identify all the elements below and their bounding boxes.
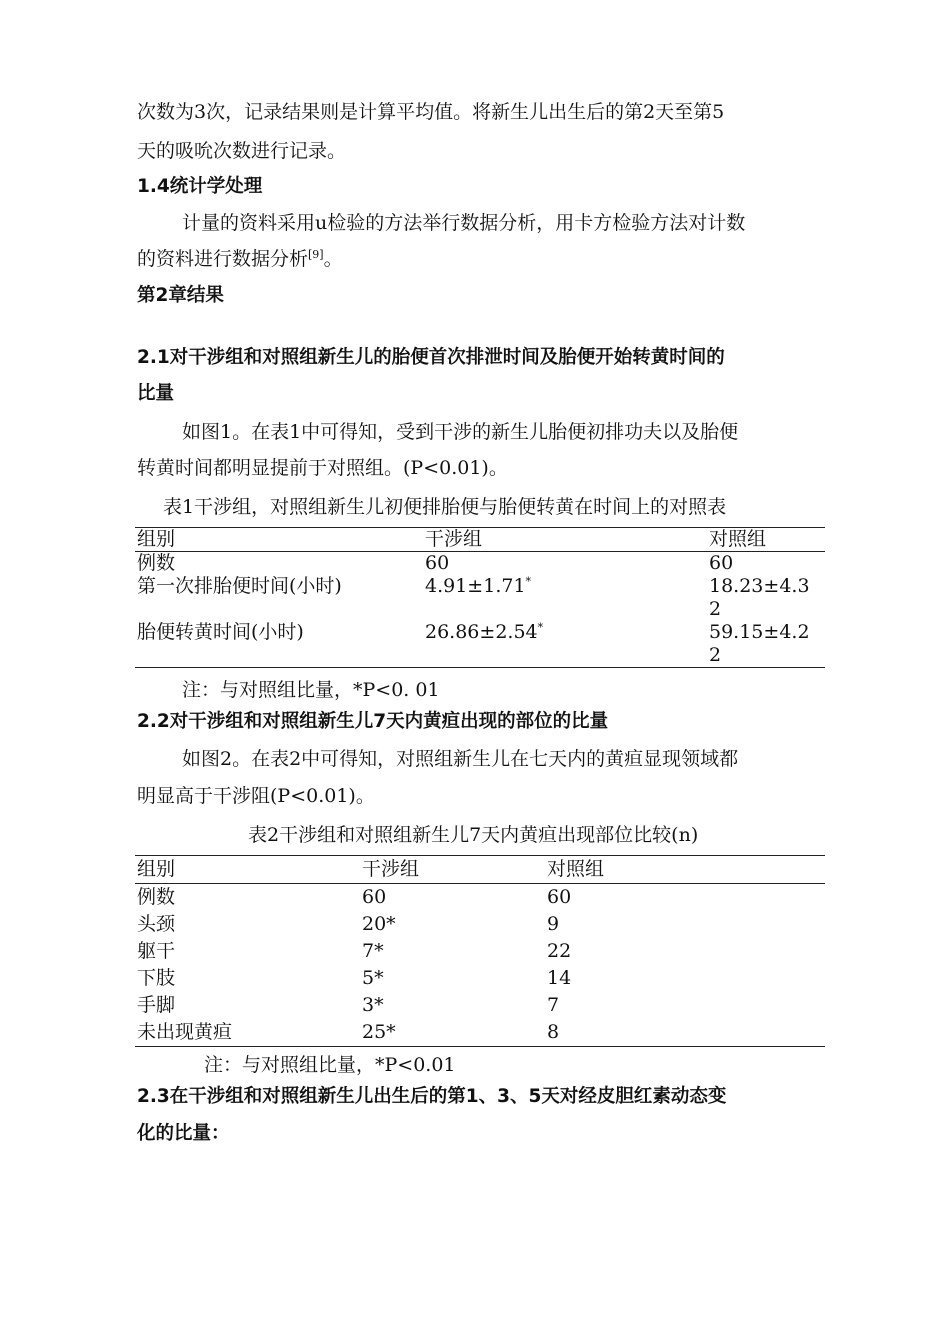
table-cell: 60 <box>362 886 387 908</box>
paragraph-line: 如图2。在表2中可得知，对照组新生儿在七天内的黄疸显现领域都 <box>182 748 739 770</box>
section-heading-2-3-cont: 化的比量： <box>137 1123 230 1144</box>
table-header-cell: 干涉组 <box>360 856 545 884</box>
significance-mark: * <box>537 621 544 634</box>
table-row <box>135 992 825 1019</box>
table-cell: 22 <box>547 940 572 962</box>
table-row <box>135 1019 825 1047</box>
table-row <box>135 911 825 938</box>
table-cell: 胎便转黄时间(小时) <box>137 621 304 643</box>
paragraph-line: 计量的资料采用u检验的方法举行数据分析，用卡方检验方法对计数 <box>182 212 746 234</box>
table-cell: 躯干 <box>137 940 176 962</box>
table-cell: 20* <box>362 913 396 935</box>
section-heading-2-1: 2.1对干涉组和对照组新生儿的胎便首次排泄时间及胎便开始转黄时间的 <box>137 347 725 368</box>
table2-caption: 表2干涉组和对照组新生儿7天内黄疸出现部位比较(n) <box>248 824 699 846</box>
table-header-cell: 对照组 <box>545 856 825 884</box>
table-cell: 例数 <box>137 886 176 908</box>
table-cell <box>423 575 707 621</box>
table-cell: 25* <box>362 1021 396 1043</box>
section-heading-1-4: 1.4统计学处理 <box>137 176 263 197</box>
table-cell: 7 <box>547 994 560 1016</box>
table-row <box>135 621 825 668</box>
table-row <box>135 575 825 621</box>
table2-note: 注：与对照组比量，*P<0.01 <box>204 1054 456 1076</box>
table-header-row <box>135 528 825 552</box>
cell-value: 18.23±4.3 <box>709 575 810 597</box>
cell-value: 4.91±1.71 <box>425 575 526 597</box>
table-cell: 60 <box>709 552 734 574</box>
table-row <box>135 552 825 576</box>
cell-value: 59.15±4.2 <box>709 621 810 643</box>
section-heading-2-2: 2.2对干涉组和对照组新生儿7天内黄疸出现的部位的比量 <box>137 711 609 732</box>
paragraph-line: 如图1。在表1中可得知，受到干涉的新生儿胎便初排功夫以及胎便 <box>182 421 739 443</box>
section-heading-2-3: 2.3在干涉组和对照组新生儿出生后的第1、3、5天对经皮胆红素动态变 <box>137 1086 727 1107</box>
table-cell: 5* <box>362 967 384 989</box>
table-cell <box>707 575 825 621</box>
paragraph-line: 天的吸吮次数进行记录。 <box>137 140 347 162</box>
paragraph-line: 转黄时间都明显提前于对照组。(P<0.01)。 <box>137 457 508 479</box>
cell-value: 26.86±2.54 <box>425 621 538 643</box>
cell-value-wrap: 2 <box>709 644 722 666</box>
table1-caption: 表1干涉组，对照组新生儿初便排胎便与胎便转黄在时间上的对照表 <box>163 496 727 518</box>
table-header-cell: 干涉组 <box>423 528 707 552</box>
table-cell: 头颈 <box>137 913 176 935</box>
table2 <box>135 855 825 1047</box>
table-cell: 例数 <box>137 552 176 574</box>
table-row <box>135 884 825 912</box>
section-heading-2-1-cont: 比量 <box>137 383 175 404</box>
table-cell: 60 <box>547 886 572 908</box>
paragraph-line: 明显高于干涉阻(P<0.01)。 <box>137 785 375 807</box>
chapter-heading: 第2章结果 <box>137 285 224 306</box>
table-row <box>135 938 825 965</box>
table-cell: 14 <box>547 967 572 989</box>
table-cell: 9 <box>547 913 560 935</box>
citation-ref: [9] <box>308 248 324 261</box>
paragraph-line <box>137 247 343 271</box>
table-header-cell: 组别 <box>135 856 360 884</box>
cell-value-wrap: 2 <box>709 598 722 620</box>
paragraph-text: 的资料进行数据分析 <box>137 248 309 270</box>
table-header-cell: 组别 <box>135 528 423 552</box>
table-cell: 8 <box>547 1021 560 1043</box>
table-row <box>135 965 825 992</box>
table-cell: 60 <box>425 552 450 574</box>
table-cell: 手脚 <box>137 994 176 1016</box>
significance-mark: * <box>525 575 532 588</box>
table-header-row <box>135 856 825 884</box>
table-cell: 第一次排胎便时间(小时) <box>137 575 342 597</box>
table-cell <box>423 621 707 668</box>
paragraph-line: 次数为3次，记录结果则是计算平均值。将新生儿出生后的第2天至第5 <box>137 101 725 123</box>
table-cell: 3* <box>362 994 384 1016</box>
table1-note: 注：与对照组比量，*P<0. 01 <box>182 679 440 701</box>
table-cell <box>707 621 825 668</box>
table-cell: 7* <box>362 940 384 962</box>
table1 <box>135 527 825 668</box>
table-cell: 下肢 <box>137 967 176 989</box>
table-header-cell: 对照组 <box>707 528 825 552</box>
paragraph-text: 。 <box>323 248 343 270</box>
table-cell: 未出现黄疸 <box>137 1021 233 1043</box>
